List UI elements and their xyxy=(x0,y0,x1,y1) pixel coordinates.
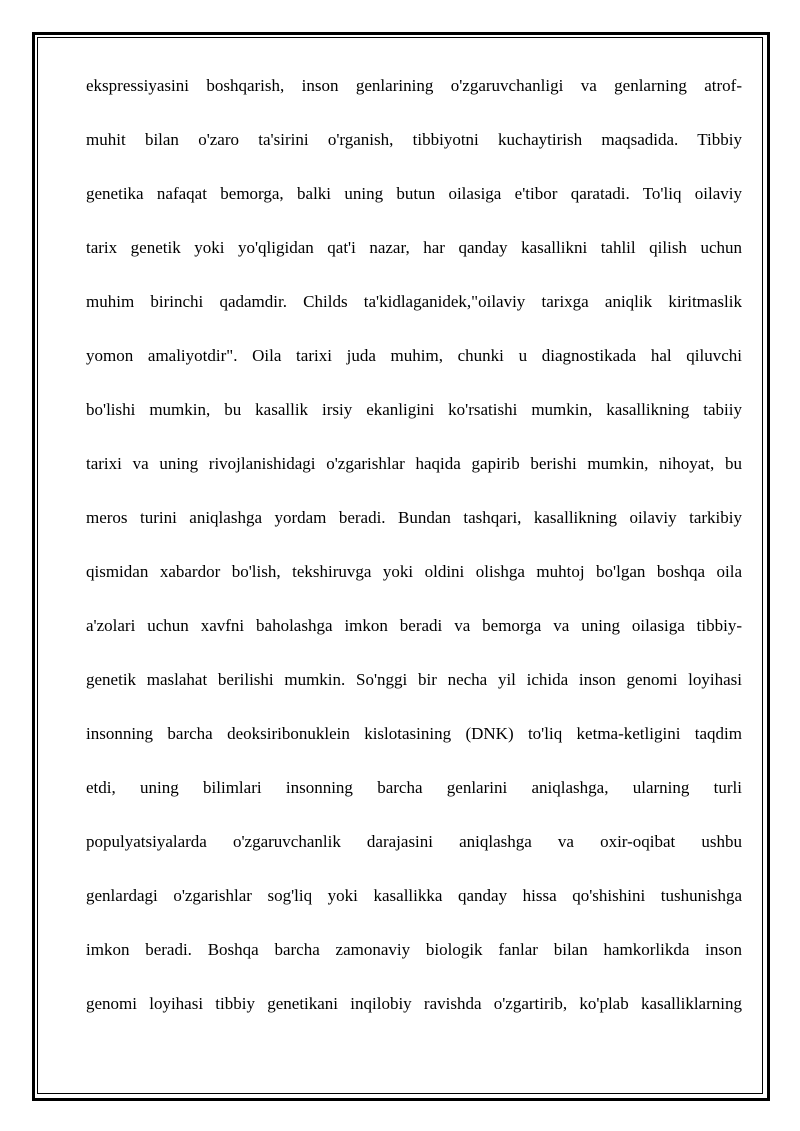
text-line: muhit bilan o'zaro ta'sirini o'rganish, tibbiyotni kuchaytirish maqsadida. Tibbiy xyxy=(86,130,742,149)
text-line: bo'lishi mumkin, bu kasallik irsiy ekanligini ko'rsatishi mumkin, kasallikning tabiiy xyxy=(86,400,742,419)
text-line: populyatsiyalarda o'zgaruvchanlik darajasini aniqlashga va oxir-oqibat ushbu xyxy=(86,832,742,851)
text-line: etdi, uning bilimlari insonning barcha genlarini aniqlashga, ularning turli xyxy=(86,778,742,797)
text-line: imkon beradi. Boshqa barcha zamonaviy biologik fanlar bilan hamkorlikda inson xyxy=(86,940,742,959)
text-line: qismidan xabardor bo'lish, tekshiruvga yoki oldini olishga muhtoj bo'lgan boshqa oila xyxy=(86,562,742,581)
text-line: insonning barcha deoksiribonuklein kislotasining (DNK) to'liq ketma-ketligini taqdim xyxy=(86,724,742,743)
body-text xyxy=(86,72,742,1017)
text-line: muhim birinchi qadamdir. Childs ta'kidlaganidek,"oilaviy tarixga aniqlik kiritmaslik xyxy=(86,292,742,311)
text-line: tarixi va uning rivojlanishidagi o'zgarishlar haqida gapirib berishi mumkin, nihoyat, bu xyxy=(86,454,742,473)
text-line: genlardagi o'zgarishlar sog'liq yoki kasallikka qanday hissa qo'shishini tushunishga xyxy=(86,886,742,905)
text-line: a'zolari uchun xavfni baholashga imkon beradi va bemorga va uning oilasiga tibbiy- xyxy=(86,616,742,635)
text-line: genomi loyihasi tibbiy genetikani inqilobiy ravishda o'zgartirib, ko'plab kasalliklarning xyxy=(86,994,742,1013)
text-line: yomon amaliyotdir". Oila tarixi juda muhim, chunki u diagnostikada hal qiluvchi xyxy=(86,346,742,365)
text-line: meros turini aniqlashga yordam beradi. Bundan tashqari, kasallikning oilaviy tarkibiy xyxy=(86,508,742,527)
text-line: genetika nafaqat bemorga, balki uning butun oilasiga e'tibor qaratadi. To'liq oilaviy xyxy=(86,184,742,203)
text-line: ekspressiyasini boshqarish, inson genlarining o'zgaruvchanligi va genlarning atrof- xyxy=(86,76,742,95)
text-line: genetik maslahat berilishi mumkin. So'nggi bir necha yil ichida inson genomi loyihasi xyxy=(86,670,742,689)
text-line: tarix genetik yoki yo'qligidan qat'i nazar, har qanday kasallikni tahlil qilish uchun xyxy=(86,238,742,257)
